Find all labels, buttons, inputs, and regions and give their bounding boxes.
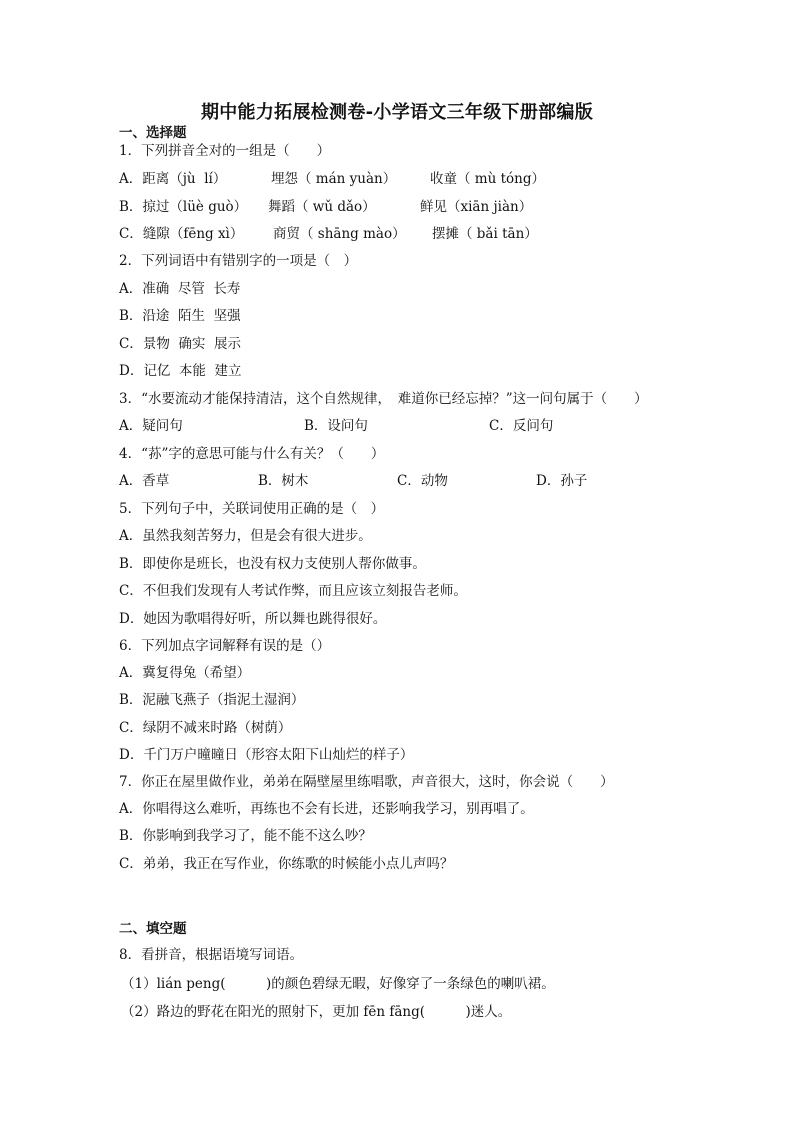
q6-option-c: C．绿阴不减来时路（树荫） [119, 720, 292, 736]
q1-option-a-2: 埋怨（ mán yuàn） [271, 171, 397, 187]
q1-option-b-3: 鲜见（xiān jiàn） [420, 199, 533, 215]
q1-option-a-3: 收童（ mù tóng） [430, 171, 545, 187]
q1-option-c-1: C．缝隙（fēng xì） [119, 226, 244, 242]
q4-option-c: C．动物 [397, 473, 448, 489]
question-5-stem: 5．下列句子中，关联词使用正确的是（ ） [119, 501, 385, 517]
q4-option-a: A．香草 [119, 473, 170, 489]
q1-option-a-1: A．距离（jù lí） [119, 171, 227, 187]
question-6-stem: 6．下列加点字词解释有误的是（） [119, 638, 331, 654]
question-1-stem: 1．下列拼音全对的一组是（ ） [119, 143, 331, 159]
q5-option-a: A．虽然我刻苦努力，但是会有很大进步。 [119, 528, 372, 544]
q6-option-b: B．泥融飞燕子（指泥土湿润） [119, 692, 305, 708]
question-3-stem: 3．“水要流动才能保持清洁，这个自然规律， 难道你已经忘掉？”这一问句属于（ ） [119, 391, 648, 407]
q6-option-a: A．冀复得兔（希望） [119, 665, 251, 681]
q6-option-d: D．千门万户曈曈日（形容太阳下山灿烂的样子） [119, 747, 414, 763]
q3-option-a: A．疑问句 [119, 418, 183, 434]
q1-option-c-3: 摆摊（ bǎi tān） [432, 226, 538, 242]
q2-option-b: B．沿途 陌生 坚强 [119, 308, 241, 324]
section-heading-choice: 一、选择题 [119, 125, 187, 141]
question-4-stem: 4．“荪”字的意思可能与什么有关？（ ） [119, 446, 385, 462]
q1-option-b-2: 舞蹈（ wǔ dǎo） [268, 199, 376, 215]
q4-option-d: D．孙子 [536, 473, 588, 489]
q1-option-c-2: 商贸（ shāng mào） [273, 226, 406, 242]
question-8-stem: 8．看拼音，根据语境写词语。 [119, 947, 304, 963]
q5-option-c: C．不但我们发现有人考试作弊，而且应该立刻报告老师。 [119, 583, 467, 599]
q7-option-b: B．你影响到我学习了，能不能不这么吵？ [119, 828, 372, 844]
question-7-stem: 7．你正在屋里做作业，弟弟在隔壁屋里练唱歌，声音很大，这时，你会说（ ） [119, 774, 614, 790]
q8-part-1: （1）lián peng( )的颜色碧绿无暇，好像穿了一条绿色的喇叭裙。 [121, 976, 555, 992]
q2-option-d: D．记亿 本能 建立 [119, 363, 242, 379]
q8-part-2: （2）路边的野花在阳光的照射下，更加 fēn fāng( )迷人。 [121, 1004, 512, 1020]
q2-option-c: C．景物 确实 展示 [119, 336, 241, 352]
q4-option-b: B．树木 [258, 473, 309, 489]
q5-option-b: B．即使你是班长，也没有权力支使别人帮你做事。 [119, 556, 426, 572]
question-2-stem: 2．下列词语中有错别字的一项是（ ） [119, 253, 358, 269]
q7-option-c: C．弟弟，我正在写作业，你练歌的时候能小点儿声吗？ [119, 856, 454, 872]
q5-option-d: D．她因为歌唱得好听，所以舞也跳得很好。 [119, 611, 387, 627]
q7-option-a: A．你唱得这么难听，再练也不会有长进，还影响我学习，别再唱了。 [119, 801, 534, 817]
q2-option-a: A．准确 尽管 长寿 [119, 281, 241, 297]
q1-option-b-1: B．掠过（lüè guò） [119, 199, 248, 215]
q3-option-b: B．设问句 [304, 418, 368, 434]
page-title: 期中能力拓展检测卷-小学语文三年级下册部编版 [200, 102, 594, 123]
section-heading-fill: 二、填空题 [119, 921, 187, 937]
q3-option-c: C．反问句 [489, 418, 554, 434]
